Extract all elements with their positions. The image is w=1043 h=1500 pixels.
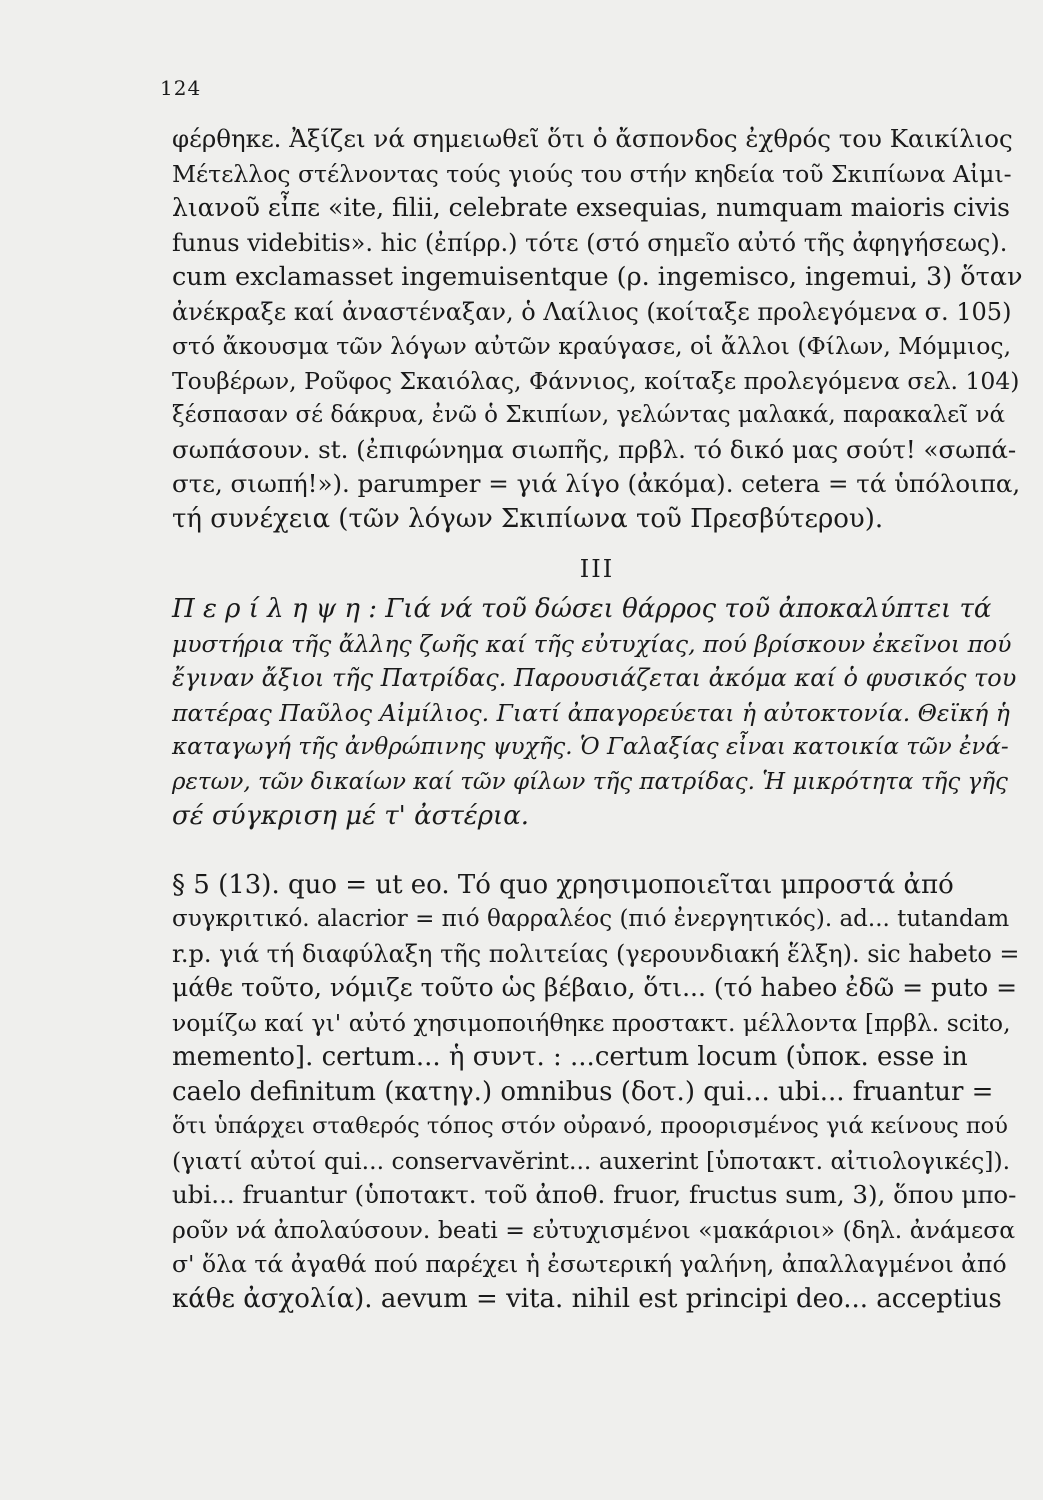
summary-paragraph <box>172 592 1022 834</box>
text-line: ἀνέκραξε καί ἀναστέναξαν, ὁ Λαίλιος (κοίταξε προλεγόμενα σ. 105) <box>172 297 1012 326</box>
text-line: πατέρας Παῦλος Αἰμίλιος. Γιατί ἀπαγορεύεται ἡ αὐτοκτονία. Θεϊκή ἡ <box>172 698 1010 727</box>
text-line: funus videbitis». hic (ἐπίρρ.) τότε (στό σημεῖο αὐτό τῆς ἀφηγήσεως). <box>172 228 1008 257</box>
text-line: ἔγιναν ἄξιοι τῆς Πατρίδας. Παρουσιάζεται ἀκόμα καί ὁ φυσικός του <box>172 664 1017 692</box>
text-line: Μέτελλος στέλνοντας τούς γιούς του στήν κηδεία τοῦ Σκιπίωνα Αἰμι- <box>172 159 1012 188</box>
section-heading: III <box>579 555 615 583</box>
text-line: μυστήρια τῆς ἄλλης ζωῆς καί τῆς εὐτυχίας, πού βρίσκουν ἐκεῖνοι πού <box>172 629 1012 658</box>
text-line: στε, σιωπή!»). parumper = γιά λίγο (ἀκόμα). cetera = τά ὑπόλοιπα, <box>172 469 1021 498</box>
text-line: memento]. certum... ἡ συντ. : ...certum locum (ὑποκ. esse in <box>172 1042 968 1072</box>
body-text <box>172 122 1022 1316</box>
text-line: καταγωγή τῆς ἀνθρώπινης ψυχῆς. Ὁ Γαλαξίας εἶναι κατοικία τῶν ἐνά- <box>172 734 1009 760</box>
text-line: στό ἄκουσμα τῶν λόγων αὐτῶν κραύγασε, οἱ ἄλλοι (Φίλων, Μόμμιος, <box>172 332 1012 360</box>
text-line: φέρθηκε. Ἀξίζει νά σημειωθεῖ ὅτι ὁ ἄσπονδος ἐχθρός του Καικίλιος <box>172 124 1013 153</box>
text-line: μάθε τοῦτο, νόμιζε τοῦτο ὡς βέβαιο, ὅτι... (τό habeo ἐδῶ = puto = <box>172 973 1018 1002</box>
text-line: ρετων, τῶν δικαίων καί τῶν φίλων τῆς πατρίδας. Ἡ μικρότητα τῆς γῆς <box>172 768 1008 795</box>
page-number: 124 <box>160 76 202 100</box>
text-line: σέ σύγκριση μέ τ' ἀστέρια. <box>172 801 530 831</box>
text-line: r.p. γιά τή διαφύλαξη τῆς πολιτείας (γερουνδιακή ἕλξη). sic habeto = <box>172 939 1020 968</box>
text-line: σ' ὅλα τά ἀγαθά πού παρέχει ἡ ἐσωτερική γαλήνη, ἀπαλλαγμένοι ἀπό <box>172 1250 1007 1278</box>
text-line: ροῦν νά ἀπολαύσουν. beati = εὐτυχισμένοι «μακάριοι» (δηλ. ἀνάμεσα <box>172 1215 1016 1244</box>
text-line: κάθε ἀσχολία). aevum = vita. nihil est principi deo... acceptius <box>172 1283 1002 1314</box>
text-line: τή συνέχεια (τῶν λόγων Σκιπίωνα τοῦ Πρεσβύτερου). <box>172 503 884 534</box>
text-line: (γιατί αὐτοί qui... conservavĕrint... auxerint [ὑποτακτ. αἰτιολογικές]). <box>172 1146 1011 1175</box>
text-line: Τουβέρων, Ροῦφος Σκαιόλας, Φάννιος, κοίταξε προλεγόμενα σελ. 104) <box>172 366 1020 395</box>
commentary-paragraph-2 <box>172 868 1022 1317</box>
text-line: λιανοῦ εἶπε «ite, filii, celebrate exsequias, numquam maioris civis <box>172 193 1010 222</box>
text-line: cum exclamasset ingemuisentque (ρ. ingemisco, ingemui, 3) ὅταν <box>172 262 1023 292</box>
commentary-paragraph-1 <box>172 122 1022 536</box>
text-line: σωπάσουν. st. (ἐπιφώνημα σιωπῆς, πρβλ. τό δικό μας σούτ! «σωπά- <box>172 434 1017 464</box>
text-line: νομίζω καί γι' αὐτό χησιμοποιήθηκε προστακτ. μέλλοντα [πρβλ. scito, <box>172 1008 1011 1037</box>
text-line: Π ε ρ ί λ η ψ η : Γιά νά τοῦ δώσει θάρρος τοῦ ἀποκαλύπτει τά <box>172 594 992 624</box>
text-line: συγκριτικό. alacrior = πιό θαρραλέος (πιό ἐνεργητικός). ad... tutandam <box>172 906 1010 932</box>
text-line: § 5 (13). quo = ut eo. Τό quo χρησιμοποιεῖται μπροστά ἀπό <box>172 869 954 900</box>
text-line: ubi... fruantur (ὑποτακτ. τοῦ ἀποθ. fruor, fructus sum, 3), ὅπου μπο- <box>172 1180 1017 1209</box>
paragraph-gap <box>172 834 1022 862</box>
text-line: caelo definitum (κατηγ.) omnibus (δοτ.) qui... ubi... fruantur = <box>172 1076 994 1107</box>
text-line: ὅτι ὑπάρχει σταθερός τόπος στόν οὐρανό, προορισμένος γιά κείνους πού <box>172 1113 1008 1139</box>
text-line: ξέσπασαν σέ δάκρυα, ἐνῶ ὁ Σκιπίων, γελώντας μαλακά, παρακαλεῖ νά <box>172 402 1005 428</box>
